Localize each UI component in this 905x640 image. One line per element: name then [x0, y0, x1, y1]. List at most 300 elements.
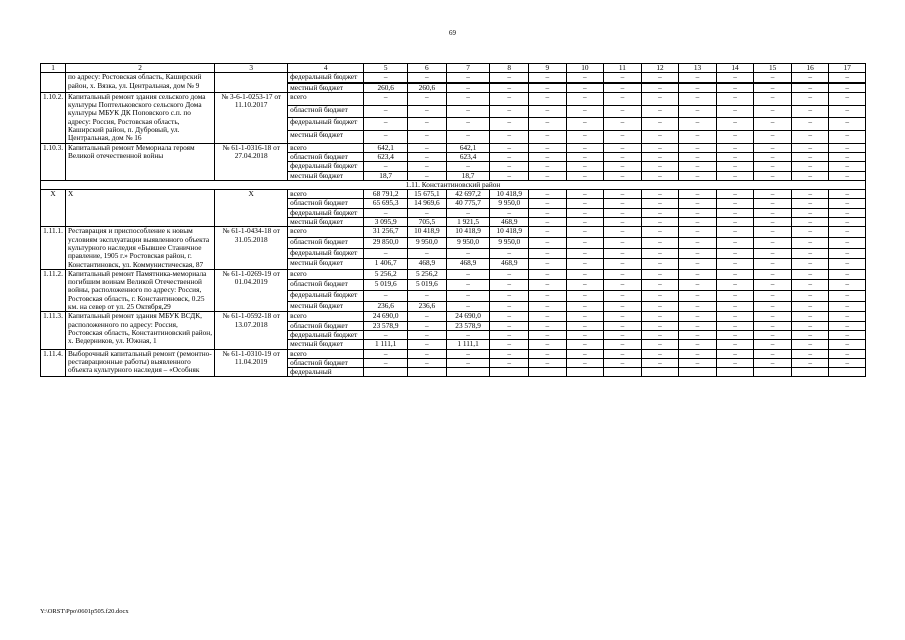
value-cell: –: [791, 143, 829, 152]
value-cell: –: [754, 227, 792, 238]
value-cell: –: [829, 280, 866, 291]
value-cell: –: [679, 105, 717, 118]
value-cell: –: [791, 237, 829, 248]
value-cell: –: [791, 73, 829, 82]
value-cell: –: [829, 118, 866, 131]
value-cell: –: [791, 248, 829, 259]
value-cell: –: [446, 162, 490, 171]
value-cell: –: [716, 358, 754, 367]
value-cell: –: [791, 227, 829, 238]
value-cell: –: [566, 143, 604, 152]
column-number: 8: [490, 64, 529, 73]
value-cell: –: [408, 130, 447, 143]
value-cell: –: [829, 321, 866, 330]
value-cell: –: [754, 291, 792, 302]
value-cell: [604, 368, 642, 377]
value-cell: –: [566, 92, 604, 105]
value-cell: –: [679, 218, 717, 227]
value-cell: 623,4: [364, 152, 408, 161]
value-cell: –: [716, 208, 754, 217]
value-cell: –: [791, 218, 829, 227]
table-row: [41, 73, 866, 82]
value-cell: –: [829, 92, 866, 105]
value-cell: –: [529, 171, 567, 180]
value-cell: –: [791, 83, 829, 92]
value-cell: –: [679, 259, 717, 270]
value-cell: –: [604, 118, 642, 131]
value-cell: –: [566, 291, 604, 302]
value-cell: –: [566, 321, 604, 330]
value-cell: [829, 368, 866, 377]
item-document: № 61-1-0310-19 от 11.04.2019: [215, 349, 288, 377]
budget-table: [40, 63, 866, 377]
column-number: 3: [215, 64, 288, 73]
value-cell: –: [716, 190, 754, 199]
column-number: 9: [529, 64, 567, 73]
value-cell: [679, 368, 717, 377]
column-number: 2: [66, 64, 215, 73]
value-cell: –: [490, 280, 529, 291]
value-cell: 68 791,2: [364, 190, 408, 199]
value-cell: –: [679, 190, 717, 199]
value-cell: –: [364, 330, 408, 339]
value-cell: –: [529, 227, 567, 238]
value-cell: –: [754, 143, 792, 152]
value-cell: –: [754, 259, 792, 270]
funding-source: областной бюджет: [288, 321, 364, 330]
value-cell: –: [641, 259, 679, 270]
value-cell: –: [716, 330, 754, 339]
value-cell: –: [566, 208, 604, 217]
column-number: 16: [791, 64, 829, 73]
value-cell: –: [791, 358, 829, 367]
item-number: 1.11.4.: [41, 349, 66, 377]
value-cell: –: [679, 208, 717, 217]
value-cell: –: [408, 358, 447, 367]
value-cell: –: [754, 269, 792, 280]
value-cell: –: [829, 152, 866, 161]
value-cell: 1 921,5: [446, 218, 490, 227]
value-cell: –: [641, 130, 679, 143]
value-cell: –: [829, 227, 866, 238]
funding-source: федеральный бюджет: [288, 118, 364, 131]
value-cell: 260,6: [408, 83, 447, 92]
value-cell: –: [604, 199, 642, 208]
value-cell: –: [641, 269, 679, 280]
value-cell: –: [529, 291, 567, 302]
value-cell: 468,9: [446, 259, 490, 270]
value-cell: –: [364, 73, 408, 82]
value-cell: –: [529, 269, 567, 280]
value-cell: –: [641, 105, 679, 118]
table-row: [41, 269, 866, 280]
value-cell: –: [446, 208, 490, 217]
value-cell: –: [829, 190, 866, 199]
value-cell: –: [641, 248, 679, 259]
value-cell: –: [529, 349, 567, 358]
value-cell: –: [641, 171, 679, 180]
value-cell: –: [604, 130, 642, 143]
value-cell: –: [641, 340, 679, 349]
column-number: 1: [41, 64, 66, 73]
value-cell: –: [529, 130, 567, 143]
value-cell: –: [408, 152, 447, 161]
funding-source: областной бюджет: [288, 199, 364, 208]
value-cell: –: [566, 152, 604, 161]
value-cell: –: [641, 291, 679, 302]
column-number: 13: [679, 64, 717, 73]
column-number: 7: [446, 64, 490, 73]
value-cell: –: [566, 301, 604, 312]
value-cell: –: [829, 301, 866, 312]
funding-source: всего: [288, 349, 364, 358]
value-cell: 24 690,0: [446, 312, 490, 321]
value-cell: –: [716, 218, 754, 227]
value-cell: [446, 368, 490, 377]
value-cell: –: [641, 208, 679, 217]
value-cell: –: [566, 349, 604, 358]
value-cell: 23 578,9: [446, 321, 490, 330]
item-document: № 61-1-0269-19 от 01.04.2019: [215, 269, 288, 311]
value-cell: –: [566, 227, 604, 238]
value-cell: –: [829, 130, 866, 143]
value-cell: –: [529, 237, 567, 248]
funding-source: местный бюджет: [288, 218, 364, 227]
value-cell: –: [716, 301, 754, 312]
value-cell: –: [490, 358, 529, 367]
value-cell: –: [408, 143, 447, 152]
value-cell: –: [566, 73, 604, 82]
value-cell: –: [829, 291, 866, 302]
value-cell: –: [716, 171, 754, 180]
value-cell: –: [529, 301, 567, 312]
value-cell: –: [408, 208, 447, 217]
value-cell: –: [566, 171, 604, 180]
value-cell: 14 969,6: [408, 199, 447, 208]
value-cell: –: [754, 312, 792, 321]
column-number-row: [41, 64, 866, 73]
value-cell: –: [446, 92, 490, 105]
column-number: 5: [364, 64, 408, 73]
value-cell: –: [679, 358, 717, 367]
funding-source: областной бюджет: [288, 237, 364, 248]
value-cell: 642,1: [446, 143, 490, 152]
value-cell: –: [679, 237, 717, 248]
value-cell: –: [490, 118, 529, 131]
value-cell: –: [408, 349, 447, 358]
table-row: [41, 92, 866, 105]
value-cell: –: [490, 330, 529, 339]
value-cell: –: [754, 73, 792, 82]
value-cell: –: [641, 162, 679, 171]
funding-source: федеральный бюджет: [288, 330, 364, 339]
value-cell: –: [641, 92, 679, 105]
value-cell: –: [446, 73, 490, 82]
value-cell: –: [604, 340, 642, 349]
value-cell: –: [791, 92, 829, 105]
value-cell: –: [604, 358, 642, 367]
value-cell: –: [716, 143, 754, 152]
value-cell: –: [604, 269, 642, 280]
value-cell: 5 019,6: [408, 280, 447, 291]
value-cell: –: [529, 83, 567, 92]
value-cell: –: [791, 118, 829, 131]
value-cell: [791, 368, 829, 377]
value-cell: –: [641, 349, 679, 358]
value-cell: –: [490, 312, 529, 321]
value-cell: –: [829, 208, 866, 217]
value-cell: –: [446, 349, 490, 358]
value-cell: –: [604, 237, 642, 248]
value-cell: –: [446, 269, 490, 280]
value-cell: –: [446, 280, 490, 291]
value-cell: –: [364, 349, 408, 358]
value-cell: –: [641, 199, 679, 208]
value-cell: –: [641, 358, 679, 367]
value-cell: –: [716, 199, 754, 208]
value-cell: –: [641, 190, 679, 199]
value-cell: –: [754, 218, 792, 227]
value-cell: –: [566, 83, 604, 92]
value-cell: –: [641, 152, 679, 161]
value-cell: [641, 368, 679, 377]
value-cell: –: [641, 73, 679, 82]
value-cell: –: [716, 321, 754, 330]
value-cell: 10 418,9: [490, 227, 529, 238]
value-cell: [364, 368, 408, 377]
value-cell: –: [364, 208, 408, 217]
value-cell: –: [566, 218, 604, 227]
value-cell: –: [829, 83, 866, 92]
value-cell: –: [529, 218, 567, 227]
value-cell: 40 775,7: [446, 199, 490, 208]
value-cell: –: [829, 312, 866, 321]
value-cell: –: [566, 259, 604, 270]
value-cell: –: [716, 162, 754, 171]
value-cell: 642,1: [364, 143, 408, 152]
value-cell: –: [679, 340, 717, 349]
value-cell: –: [754, 130, 792, 143]
item-document: № 61-1-0316-18 от 27.04.2018: [215, 143, 288, 180]
value-cell: –: [754, 190, 792, 199]
value-cell: –: [679, 291, 717, 302]
value-cell: –: [791, 130, 829, 143]
value-cell: –: [641, 321, 679, 330]
value-cell: –: [829, 349, 866, 358]
value-cell: –: [754, 237, 792, 248]
value-cell: 65 695,3: [364, 199, 408, 208]
value-cell: –: [754, 83, 792, 92]
value-cell: –: [446, 248, 490, 259]
value-cell: –: [408, 118, 447, 131]
value-cell: –: [529, 118, 567, 131]
value-cell: –: [566, 340, 604, 349]
value-cell: –: [490, 92, 529, 105]
item-number: 1.11.1.: [41, 227, 66, 269]
value-cell: –: [490, 152, 529, 161]
value-cell: –: [604, 312, 642, 321]
funding-source: федеральный бюджет: [288, 73, 364, 82]
value-cell: –: [604, 349, 642, 358]
item-number: 1.10.3.: [41, 143, 66, 180]
value-cell: [529, 368, 567, 377]
value-cell: –: [529, 190, 567, 199]
value-cell: 468,9: [490, 259, 529, 270]
value-cell: –: [604, 280, 642, 291]
item-number: 1.11.3.: [41, 312, 66, 349]
value-cell: –: [716, 269, 754, 280]
value-cell: –: [754, 118, 792, 131]
value-cell: –: [754, 171, 792, 180]
value-cell: –: [791, 105, 829, 118]
item-number: Х: [41, 190, 66, 227]
value-cell: –: [791, 190, 829, 199]
value-cell: –: [529, 152, 567, 161]
value-cell: –: [679, 301, 717, 312]
value-cell: –: [490, 73, 529, 82]
value-cell: –: [716, 152, 754, 161]
value-cell: –: [716, 237, 754, 248]
funding-source: областной бюджет: [288, 105, 364, 118]
value-cell: –: [754, 330, 792, 339]
value-cell: –: [604, 301, 642, 312]
value-cell: –: [566, 162, 604, 171]
value-cell: –: [791, 291, 829, 302]
value-cell: –: [716, 259, 754, 270]
value-cell: –: [754, 349, 792, 358]
value-cell: –: [716, 340, 754, 349]
funding-source: федеральный бюджет: [288, 291, 364, 302]
value-cell: –: [829, 73, 866, 82]
value-cell: –: [566, 312, 604, 321]
value-cell: –: [641, 330, 679, 339]
value-cell: –: [529, 105, 567, 118]
value-cell: –: [408, 162, 447, 171]
value-cell: –: [754, 358, 792, 367]
value-cell: 9 950,0: [490, 199, 529, 208]
value-cell: –: [490, 105, 529, 118]
value-cell: –: [791, 269, 829, 280]
value-cell: –: [364, 105, 408, 118]
column-number: 10: [566, 64, 604, 73]
column-number: 6: [408, 64, 447, 73]
value-cell: –: [679, 330, 717, 339]
value-cell: –: [641, 143, 679, 152]
value-cell: –: [791, 312, 829, 321]
value-cell: –: [490, 291, 529, 302]
value-cell: –: [408, 73, 447, 82]
funding-source: федеральный бюджет: [288, 162, 364, 171]
value-cell: 15 675,1: [408, 190, 447, 199]
value-cell: 623,4: [446, 152, 490, 161]
value-cell: –: [791, 340, 829, 349]
column-number: 11: [604, 64, 642, 73]
value-cell: –: [566, 330, 604, 339]
value-cell: –: [679, 152, 717, 161]
section-row: [41, 180, 866, 189]
value-cell: –: [604, 218, 642, 227]
value-cell: –: [446, 105, 490, 118]
item-document: № 61-1-0592-18 от 13.07.2018: [215, 312, 288, 349]
item-description: Капитальный ремонт здания сельского дома культуры Поптельковского сельского Дома культуры МБУК ДК Поповского с.п. по адресу: Россия, Ростовская область, Каширский район, п. Дубровый, ул. Центральная, дом № 16: [66, 92, 215, 143]
value-cell: –: [679, 227, 717, 238]
value-cell: 468,9: [408, 259, 447, 270]
funding-source: областной бюджет: [288, 152, 364, 161]
value-cell: 29 850,0: [364, 237, 408, 248]
value-cell: –: [529, 358, 567, 367]
value-cell: –: [446, 358, 490, 367]
value-cell: –: [791, 280, 829, 291]
value-cell: –: [716, 92, 754, 105]
value-cell: –: [529, 340, 567, 349]
value-cell: 1 406,7: [364, 259, 408, 270]
funding-source: местный бюджет: [288, 259, 364, 270]
value-cell: –: [829, 171, 866, 180]
item-number: [41, 73, 66, 93]
column-number: 17: [829, 64, 866, 73]
value-cell: –: [679, 118, 717, 131]
value-cell: 10 418,9: [408, 227, 447, 238]
item-document: № 61-1-0434-18 от 31.05.2018: [215, 227, 288, 269]
value-cell: –: [529, 321, 567, 330]
funding-source: местный бюджет: [288, 83, 364, 92]
value-cell: –: [791, 321, 829, 330]
value-cell: –: [529, 330, 567, 339]
value-cell: –: [529, 208, 567, 217]
column-number: 12: [641, 64, 679, 73]
value-cell: –: [604, 143, 642, 152]
value-cell: –: [604, 321, 642, 330]
value-cell: –: [604, 105, 642, 118]
value-cell: –: [679, 349, 717, 358]
value-cell: 236,6: [408, 301, 447, 312]
value-cell: –: [364, 130, 408, 143]
value-cell: –: [829, 358, 866, 367]
value-cell: 9 950,0: [446, 237, 490, 248]
value-cell: –: [408, 321, 447, 330]
item-document: [215, 73, 288, 93]
value-cell: 1 111,1: [364, 340, 408, 349]
value-cell: –: [829, 162, 866, 171]
value-cell: –: [529, 259, 567, 270]
value-cell: –: [604, 291, 642, 302]
table-row: [41, 190, 866, 199]
value-cell: –: [754, 92, 792, 105]
value-cell: –: [604, 248, 642, 259]
value-cell: –: [829, 237, 866, 248]
value-cell: –: [408, 312, 447, 321]
value-cell: [408, 368, 447, 377]
file-path-footer: Y:\ORST\Ppo\0601p505.f20.docx: [40, 608, 129, 615]
value-cell: 236,6: [364, 301, 408, 312]
value-cell: –: [641, 227, 679, 238]
funding-source: федеральный: [288, 368, 364, 377]
value-cell: –: [829, 143, 866, 152]
value-cell: –: [604, 152, 642, 161]
value-cell: –: [716, 83, 754, 92]
value-cell: –: [754, 248, 792, 259]
funding-source: местный бюджет: [288, 130, 364, 143]
value-cell: –: [529, 280, 567, 291]
value-cell: –: [791, 199, 829, 208]
value-cell: –: [490, 349, 529, 358]
item-document: Х: [215, 190, 288, 227]
value-cell: –: [446, 330, 490, 339]
value-cell: –: [754, 105, 792, 118]
value-cell: –: [604, 330, 642, 339]
value-cell: –: [829, 218, 866, 227]
value-cell: 705,5: [408, 218, 447, 227]
